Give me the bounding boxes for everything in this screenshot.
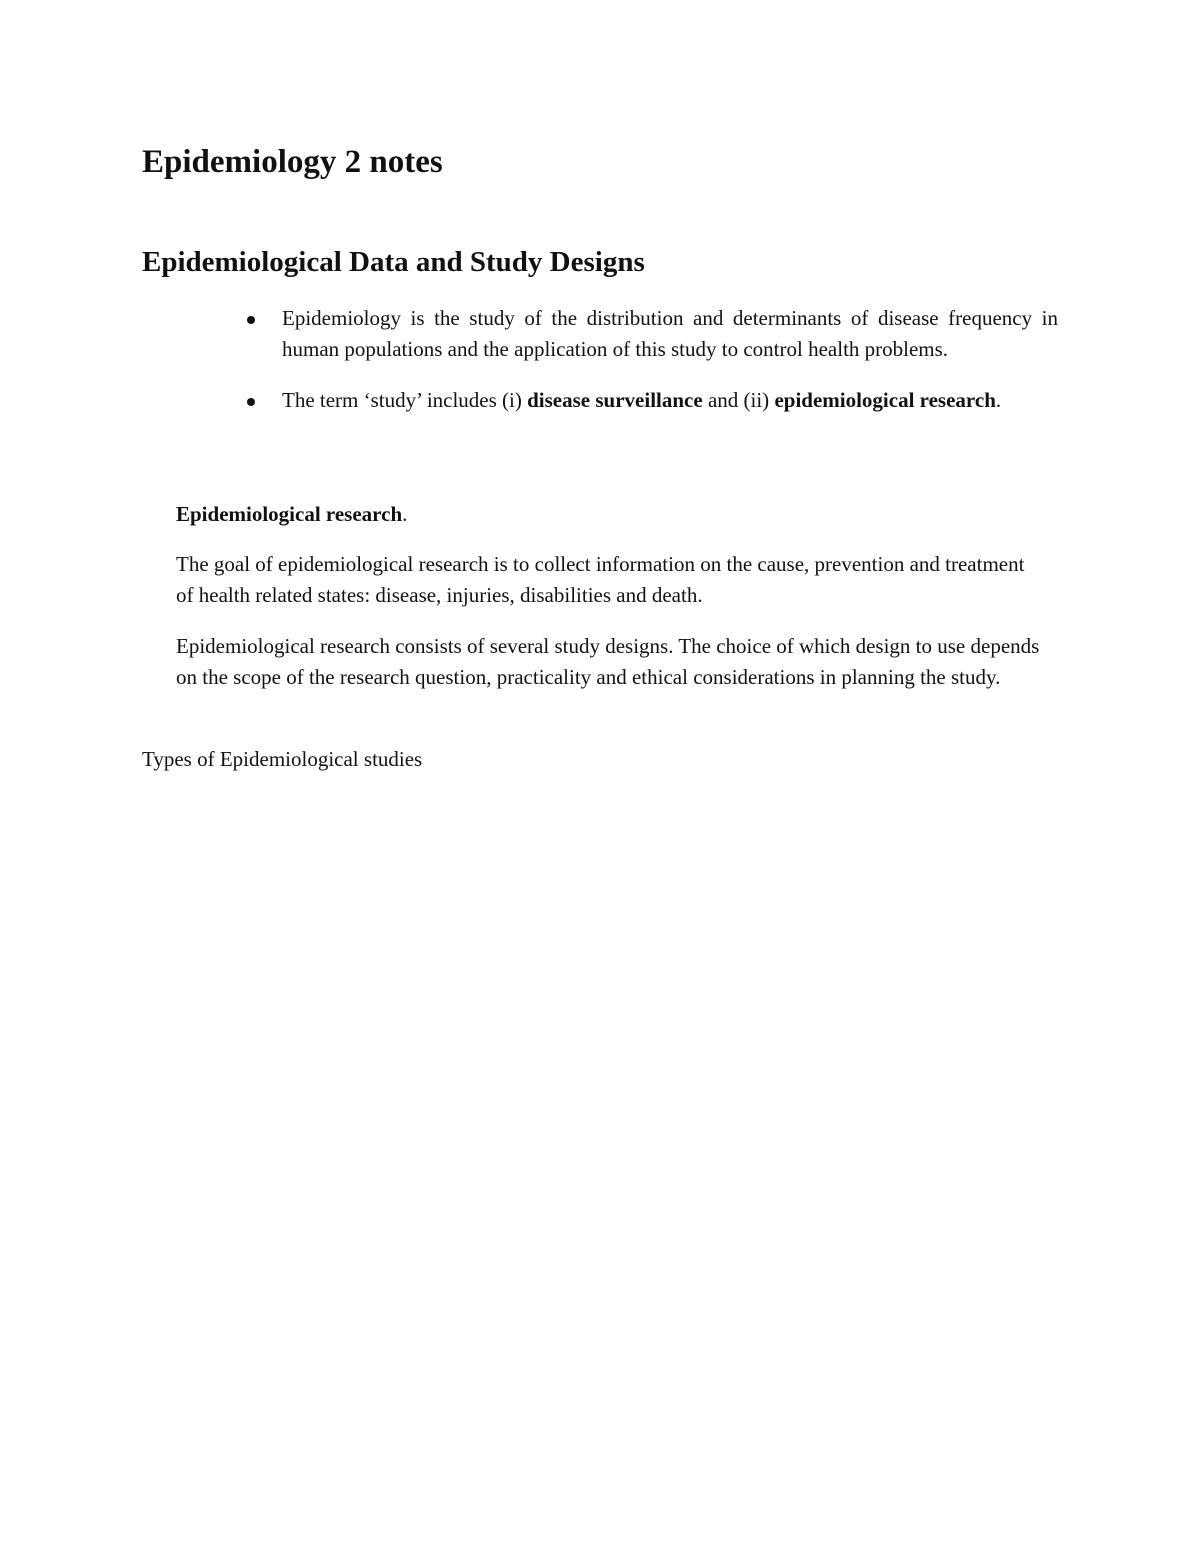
bullet-text-suffix: . xyxy=(995,388,1002,412)
bullet-text-prefix: The term ‘study’ includes (i) xyxy=(282,388,528,412)
subheading-bold: Epidemiological research xyxy=(176,502,403,526)
bold-term-disease-surveillance: disease surveillance xyxy=(527,388,703,412)
subheading-suffix: . xyxy=(402,502,408,526)
bullet-item-study-term xyxy=(241,385,1058,416)
paragraph-research-goal: The goal of epidemiological research is to collect information on the cause, prevention and treatment of health related states: disease, injuries, disabilities and death. xyxy=(176,552,1025,607)
page-title: Epidemiology 2 notes xyxy=(142,144,443,180)
bullet-dot-icon xyxy=(247,316,255,324)
bullet-dot-icon xyxy=(247,398,255,406)
types-of-studies-line: Types of Epidemiological studies xyxy=(142,747,423,771)
section-heading: Epidemiological Data and Study Designs xyxy=(142,246,645,278)
bullet-list xyxy=(241,303,1058,436)
bullet-text: Epidemiology is the study of the distribution and determinants of disease frequency in human populations and the application of this study to control health problems. xyxy=(282,306,1058,361)
bullet-item-definition xyxy=(241,303,1058,365)
bold-term-epidemiological-research: epidemiological research xyxy=(774,388,996,412)
bullet-text-middle: and (ii) xyxy=(702,388,775,412)
paragraph-study-designs: Epidemiological research consists of several study designs. The choice of which design to use depends on the scope of the research question, practicality and ethical considerations in planning the study. xyxy=(176,634,1040,689)
subheading-epidemiological-research xyxy=(176,499,407,530)
